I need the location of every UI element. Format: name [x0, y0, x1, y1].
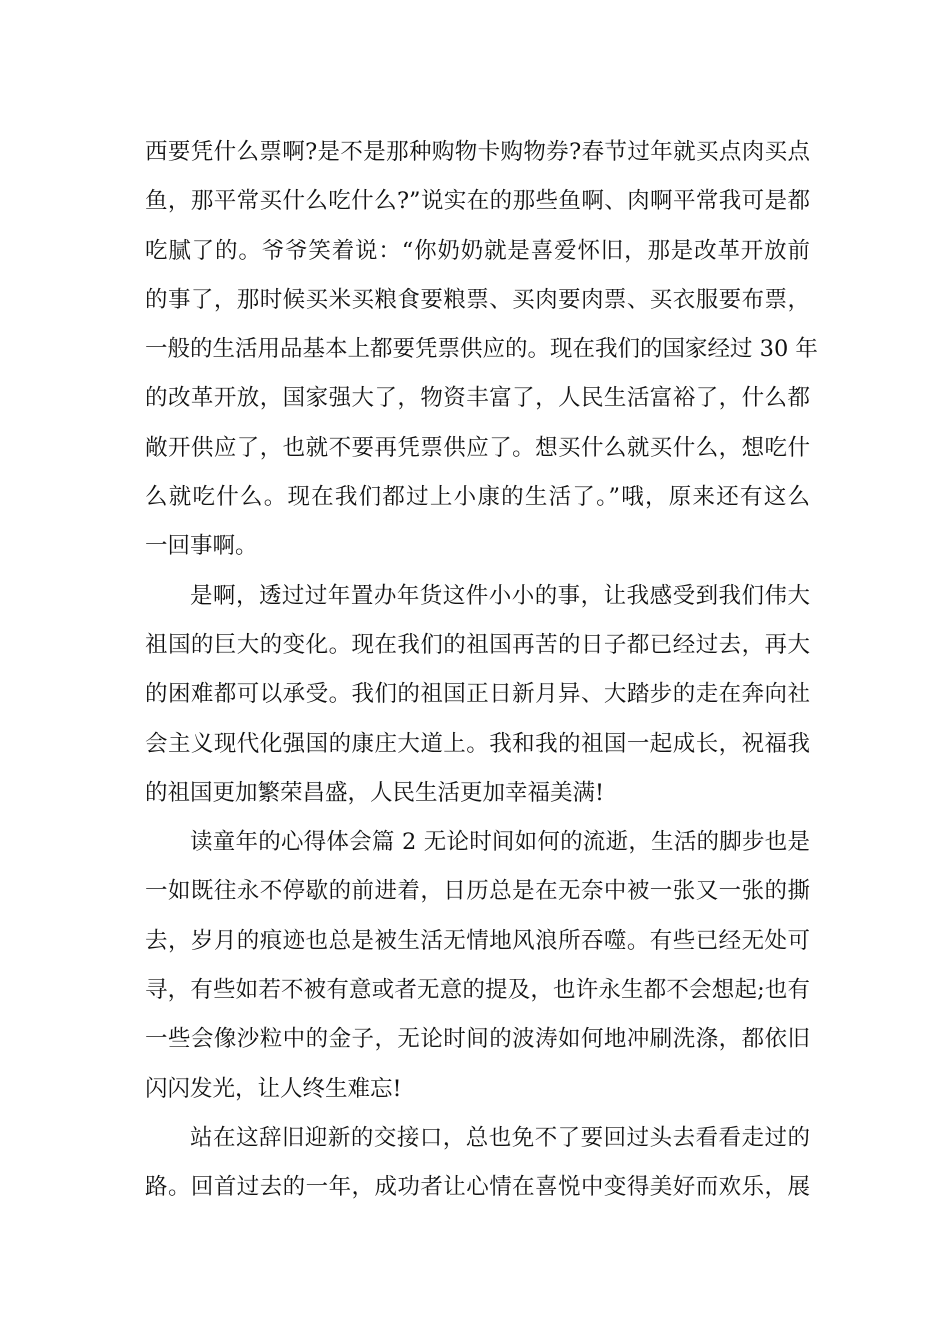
text-line: 西要凭什么票啊?是不是那种购物卡购物券?春节过年就买点肉买点: [145, 139, 810, 165]
text-line: 的祖国更加繁荣昌盛，人民生活更加幸福美满!: [145, 779, 605, 806]
text-line: 一回事啊。: [145, 533, 258, 560]
text-line: 么就吃什么。现在我们都过上小康的生活了。”哦，原来还有这么: [145, 484, 810, 511]
text-line: 会主义现代化强国的康庄大道上。我和我的祖国一起成长，祝福我: [145, 730, 810, 757]
text-line: 闪闪发光，让人终生难忘!: [145, 1075, 402, 1102]
text-line: 站在这辞旧迎新的交接口，总也免不了要回过头去看看走过的: [190, 1124, 810, 1151]
text-line: 敞开供应了，也就不要再凭票供应了。想买什么就买什么，想吃什: [145, 434, 810, 461]
text-line: 一如既往永不停歇的前进着，日历总是在无奈中被一张又一张的撕: [145, 878, 810, 905]
text-line: 是啊，透过过年置办年货这件小小的事，让我感受到我们伟大: [190, 582, 810, 609]
text-line: 鱼，那平常买什么吃什么?”说实在的那些鱼啊、肉啊平常我可是都: [145, 188, 810, 215]
text-line: 的改革开放，国家强大了，物资丰富了，人民生活富裕了，什么都: [145, 385, 810, 412]
text-line: 的事了，那时候买米买粮食要粮票、买肉要肉票、买衣服要布票，: [145, 286, 810, 313]
document-body: [145, 128, 818, 1213]
text-line: 的困难都可以承受。我们的祖国正日新月异、大踏步的走在奔向社: [145, 681, 810, 708]
text-line: 寻，有些如若不被有意或者无意的提及，也许永生都不会想起;也有: [145, 977, 810, 1004]
text-line: 读童年的心得体会篇 2 无论时间如何的流逝，生活的脚步也是: [190, 829, 810, 856]
text-line: 去，岁月的痕迹也总是被生活无情地风浪所吞噬。有些已经无处可: [145, 927, 810, 954]
text-line: 祖国的巨大的变化。现在我们的祖国再苦的日子都已经过去，再大: [145, 631, 810, 658]
text-line: 一般的生活用品基本上都要凭票供应的。现在我们的国家经过 30 年: [145, 336, 818, 363]
text-line: 路。回首过去的一年，成功者让心情在喜悦中变得美好而欢乐，展: [145, 1174, 810, 1201]
text-line: 吃腻了的。爷爷笑着说：“你奶奶就是喜爱怀旧，那是改革开放前: [145, 237, 810, 264]
text-line: 一些会像沙粒中的金子，无论时间的波涛如何地冲刷洗涤，都依旧: [145, 1026, 810, 1053]
